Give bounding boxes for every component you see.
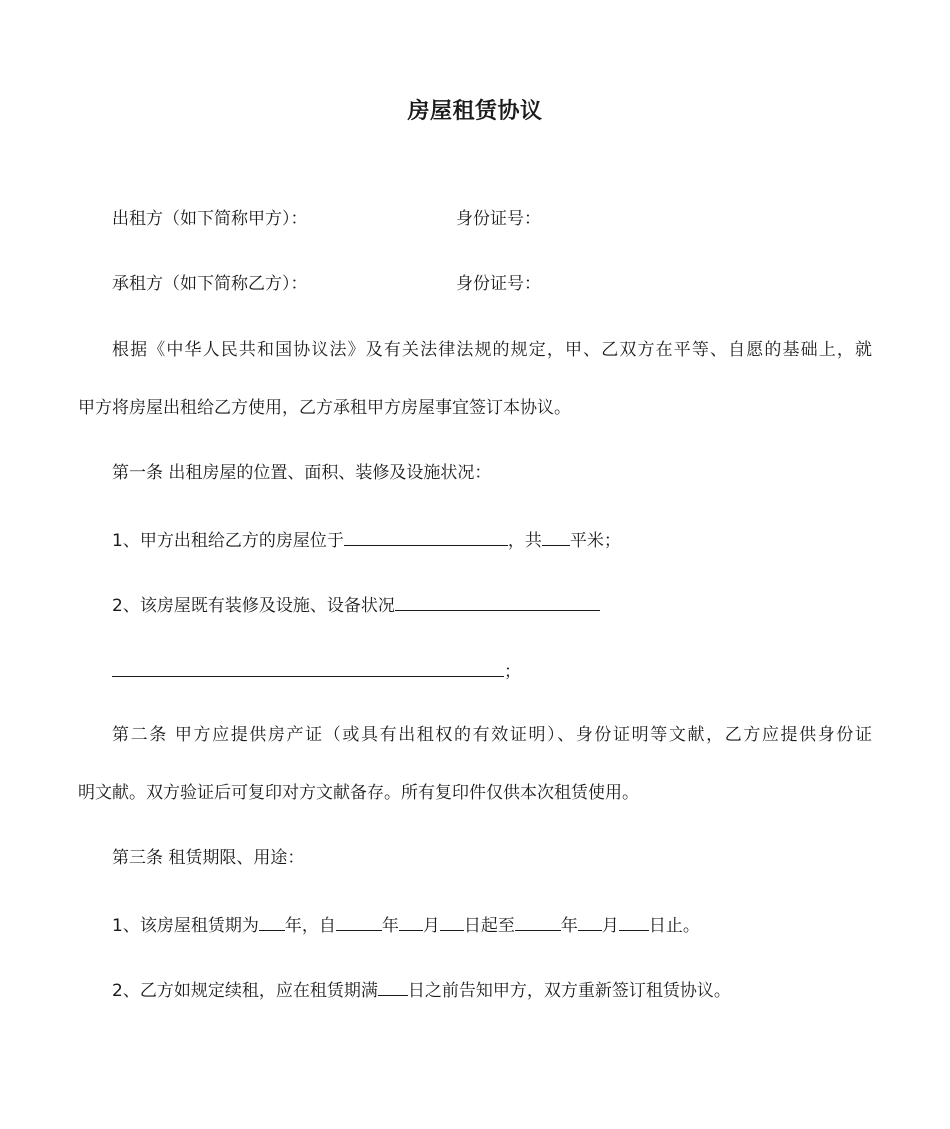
lessee-label: 承租方（如下简称乙方）：: [112, 274, 308, 294]
item-text: 日止。: [648, 916, 700, 936]
item-text: 1、甲方出租给乙方的房屋位于: [112, 531, 344, 551]
facilities-blank-continued: [112, 658, 504, 677]
article-2-line-1: 第二条 甲方应提供房产证（或具有出租权的有效证明）、身份证明等文献，乙方应提供身份证: [112, 725, 872, 745]
end-year-blank: [515, 912, 561, 931]
lessor-id-label: 身份证号：: [456, 209, 541, 229]
article-3-item-1: [112, 912, 700, 938]
article-3-item-2: [112, 977, 731, 1003]
end-month-blank: [578, 912, 602, 931]
term-years-blank: [259, 912, 285, 931]
item-text: 日起至: [463, 916, 515, 936]
item-text: 平米；: [569, 531, 621, 551]
item-text: 1、该房屋租赁期为: [112, 916, 259, 936]
location-blank: [344, 527, 508, 546]
item-text: 年: [560, 916, 578, 936]
article-1-heading: 第一条 出租房屋的位置、面积、装修及设施状况：: [112, 463, 492, 483]
article-1-item-1: [112, 527, 621, 553]
article-1-item-2: [112, 592, 600, 618]
item-text: ，共: [507, 531, 542, 551]
article-2-line-2: 明文献。双方验证后可复印对方文献备存。所有复印件仅供本次租赁使用。: [78, 783, 639, 803]
item-text: 2、乙方如规定续租，应在租赁期满: [112, 981, 378, 1001]
lessor-label: 出租方（如下简称甲方）：: [112, 209, 308, 229]
lessee-id-label: 身份证号：: [456, 274, 541, 294]
item-text: 月: [601, 916, 619, 936]
item-text: 年: [381, 916, 399, 936]
facilities-blank: [395, 592, 600, 611]
item-text: 日之前告知甲方，双方重新签订租赁协议。: [407, 981, 731, 1001]
article-3-heading: 第三条 租赁期限、用途：: [112, 848, 305, 868]
start-month-blank: [399, 912, 423, 931]
start-day-blank: [440, 912, 464, 931]
preamble-line-2: 甲方将房屋出租给乙方使用，乙方承租甲方房屋事宜签订本协议。: [78, 398, 571, 418]
preamble-line-1: 根据《中华人民共和国协议法》及有关法律法规的规定，甲、乙双方在平等、自愿的基础上，就: [112, 340, 872, 360]
end-day-blank: [619, 912, 649, 931]
item-text: 年，自: [284, 916, 336, 936]
start-year-blank: [336, 912, 382, 931]
item-text: ；: [504, 662, 521, 682]
area-blank: [542, 527, 570, 546]
item-text: 2、该房屋既有装修及设施、设备状况: [112, 596, 395, 616]
item-text: 月: [422, 916, 440, 936]
document-title: 房屋租赁协议: [407, 99, 543, 124]
article-1-item-2-continuation: [112, 658, 521, 684]
notice-days-blank: [378, 977, 408, 996]
